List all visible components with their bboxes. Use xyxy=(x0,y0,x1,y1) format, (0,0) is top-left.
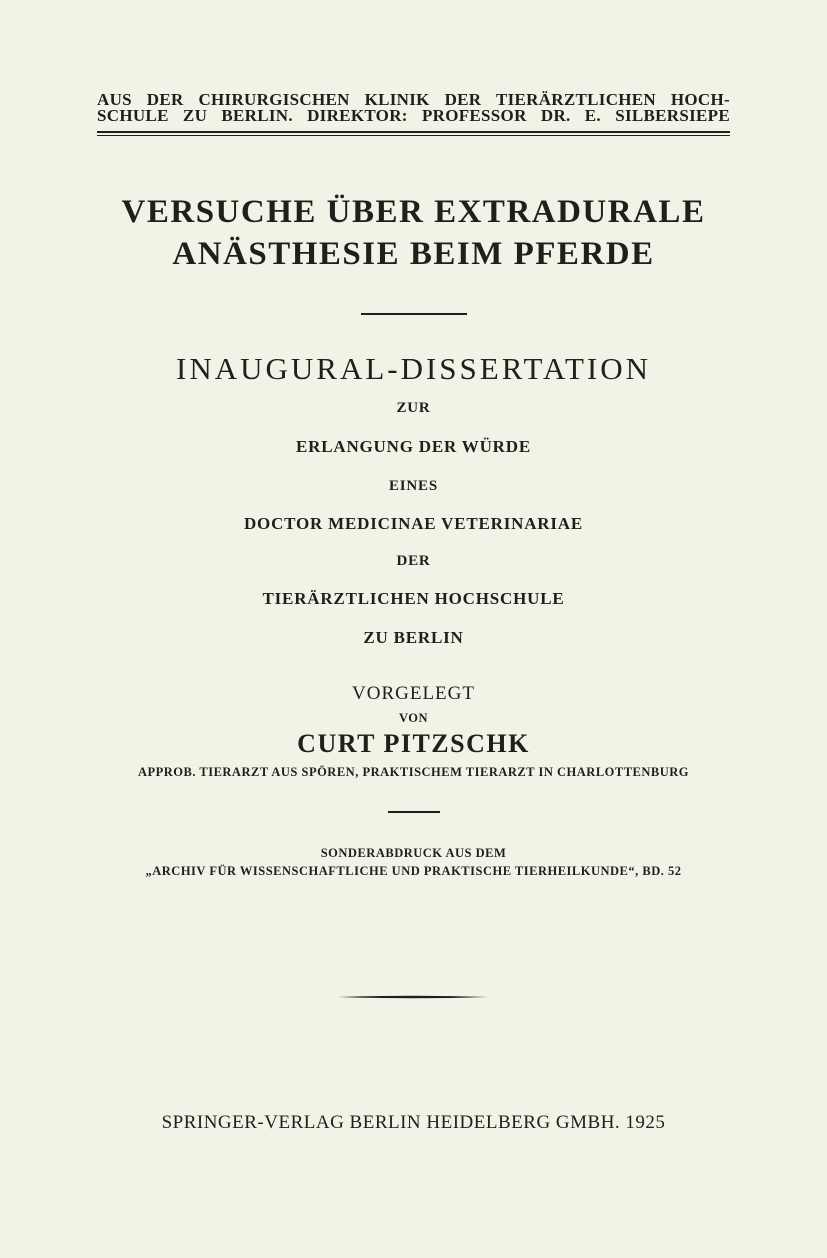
reprint-line-1: SONDERABDRUCK AUS DEM xyxy=(320,846,507,860)
title-line-2: ANÄSTHESIE BEIM PFERDE xyxy=(172,236,655,272)
text-degree: DOCTOR MEDICINAE VETERINARIAE xyxy=(243,514,583,533)
author-name: CURT PITZSCHK xyxy=(297,729,530,758)
text-school: TIERÄRZTLICHEN HOCHSCHULE xyxy=(262,589,565,608)
text-eines: EINES xyxy=(388,478,439,494)
title-separator-rule xyxy=(361,313,467,315)
header-line-1: AUS DER CHIRURGISCHEN KLINIK DER TIERÄRZTLICHEN HOCH- xyxy=(97,90,730,109)
text-von: VON xyxy=(398,711,429,725)
reprint-line-2: „ARCHIV FÜR WISSENSCHAFTLICHE UND PRAKTISCHE TIERHEILKUNDE“, BD. 52 xyxy=(145,864,682,878)
header-double-rule xyxy=(97,131,730,136)
author-description: APPROB. TIERARZT AUS SPÖREN, PRAKTISCHEM TIERARZT IN CHARLOTTENBURG xyxy=(137,765,690,779)
dissertation-heading: INAUGURAL-DISSERTATION xyxy=(176,351,651,386)
text-der: DER xyxy=(396,553,431,569)
author-separator-rule xyxy=(388,811,440,813)
publisher-line: SPRINGER-VERLAG BERLIN HEIDELBERG GMBH. 1925 xyxy=(161,1112,666,1133)
decorative-rule-ornament xyxy=(338,995,488,999)
text-zur: ZUR xyxy=(396,400,431,416)
title-line-1: VERSUCHE ÜBER EXTRADURALE xyxy=(121,194,706,230)
header-line-2: SCHULE ZU BERLIN. DIREKTOR: PROFESSOR DR. E. SILBERSIEPE xyxy=(97,106,730,125)
text-city: ZU BERLIN xyxy=(363,628,464,647)
text-vorgelegt: VORGELEGT xyxy=(352,683,475,704)
text-erlangung: ERLANGUNG DER WÜRDE xyxy=(296,437,531,456)
